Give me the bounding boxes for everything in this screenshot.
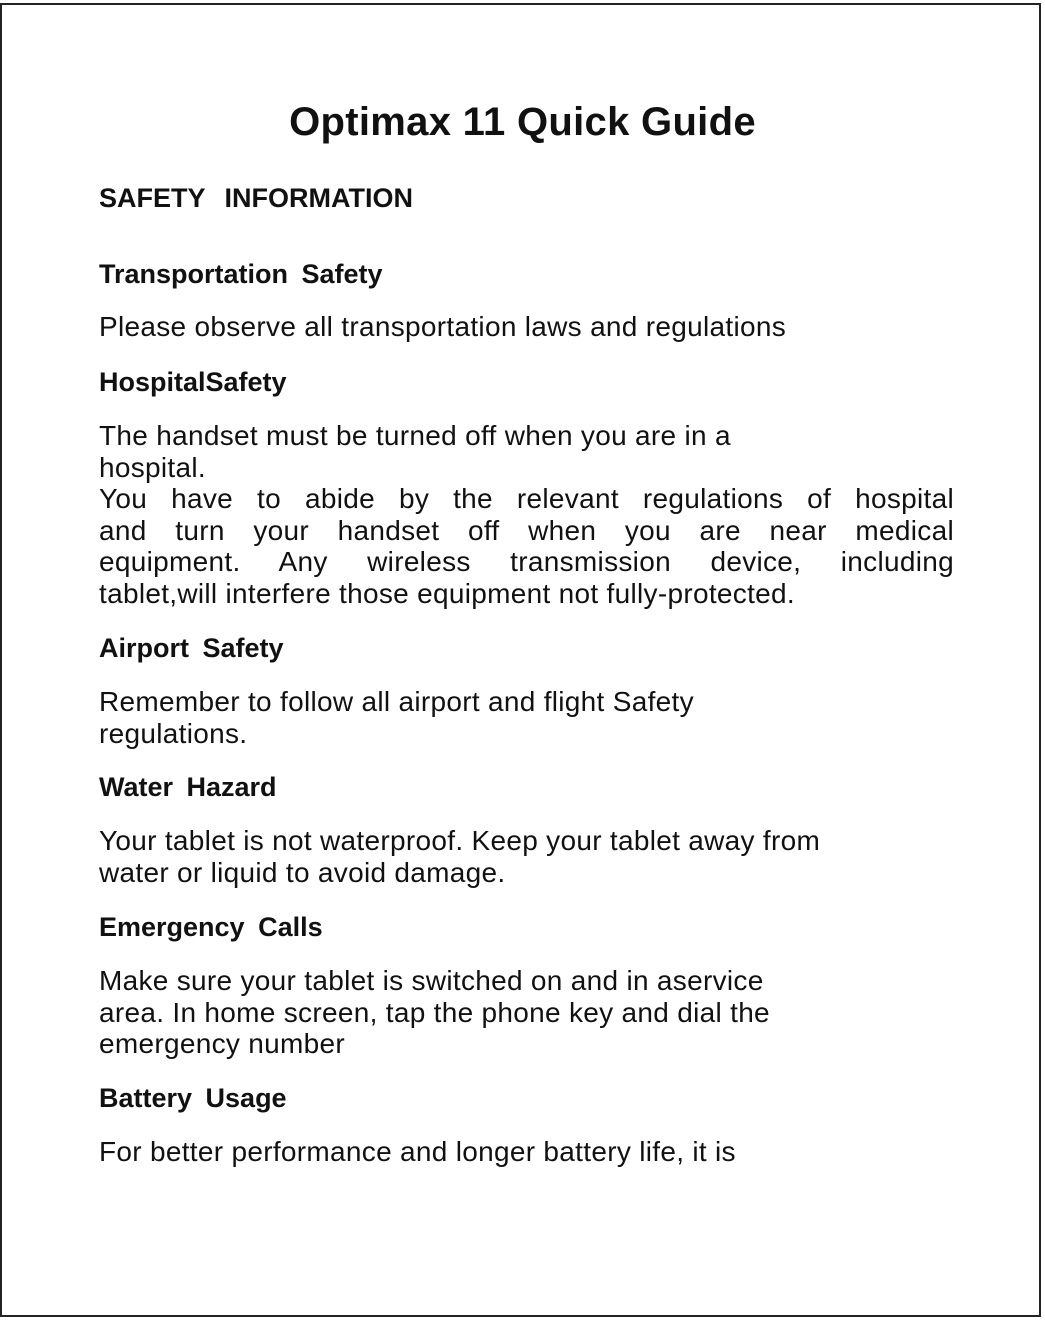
paragraph-line: For better performance and longer battery life, it is	[99, 1136, 736, 1167]
paragraph-airport-safety	[99, 686, 694, 749]
document-page	[0, 3, 1041, 1317]
paragraph-water-hazard	[99, 825, 820, 888]
paragraph-line: water or liquid to avoid damage.	[99, 856, 506, 888]
heading-battery-usage: Battery Usage	[99, 1083, 287, 1113]
paragraph-line: regulations.	[99, 717, 248, 749]
paragraph-battery-usage	[99, 1136, 736, 1168]
paragraph-line: equipment. Any wireless transmission device, including	[99, 546, 954, 577]
section-title-safety-information: SAFETY INFORMATION	[99, 183, 413, 213]
paragraph-hospital-safety	[99, 420, 954, 609]
heading-emergency-calls: Emergency Calls	[99, 912, 323, 942]
paragraph-line: Please observe all transportation laws and regulations	[99, 311, 787, 342]
page-title: Optimax 11 Quick Guide	[289, 100, 756, 144]
heading-airport-safety: Airport Safety	[99, 633, 284, 663]
heading-transportation-safety: Transportation Safety	[99, 259, 383, 289]
paragraph-line: hospital.	[99, 451, 206, 483]
heading-water-hazard: Water Hazard	[99, 772, 277, 802]
paragraph-transportation-safety	[99, 311, 786, 343]
paragraph-line: Remember to follow all airport and flight Safety	[99, 686, 694, 717]
paragraph-line: and turn your handset off when you are near medical	[99, 514, 954, 546]
paragraph-line: The handset must be turned off when you are in a	[99, 420, 731, 451]
paragraph-line: tablet,will interfere those equipment not fully-protected.	[99, 577, 795, 609]
paragraph-line: Make sure your tablet is switched on and in aservice	[99, 965, 764, 996]
paragraph-line: You have to abide by the relevant regulations of hospital	[99, 483, 954, 514]
paragraph-line: area. In home screen, tap the phone key and dial the	[99, 996, 770, 1028]
paragraph-emergency-calls	[99, 965, 770, 1060]
paragraph-line: emergency number	[99, 1028, 346, 1059]
paragraph-line: Your tablet is not waterproof. Keep your tablet away from	[99, 825, 821, 856]
heading-hospital-safety: HospitalSafety	[99, 367, 287, 397]
